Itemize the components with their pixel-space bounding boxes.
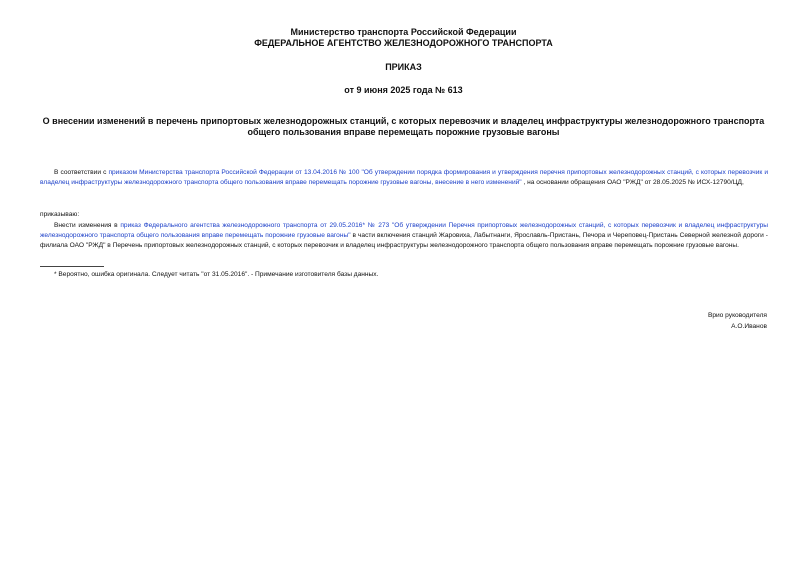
paragraph-amendment-prefix: Внести изменения в bbox=[54, 222, 121, 229]
ministry-order-100-link[interactable]: приказом Министерства транспорта Российской Федерации от 13.04.2016 № 100 "Об утверждении порядка формирования и утверждения перечня припортовых железнодорожных станций, с которых перевозчик и владелец инфраструктуры железнодорожного транспорта общего пользования вправе перемещать порожние грузовые вагоны, внесение в него изменений" bbox=[40, 169, 768, 186]
ministry-title: Министерство транспорта Российской Федерации bbox=[290, 27, 517, 37]
footnote-divider bbox=[40, 266, 104, 267]
order-word: приказываю: bbox=[40, 211, 80, 218]
doc-type-title: ПРИКАЗ bbox=[385, 62, 422, 72]
doc-date-number: от 9 июня 2025 года № 613 bbox=[344, 85, 463, 95]
agency-order-273-link[interactable]: приказ Федерального агентства железнодорожного транспорта от 29.05.2016* № 273 "Об утверждении Перечня припортовых железнодорожных станций, с которых перевозчик и владелец инфраструктуры железнодорожного транспорта общего пользования вправе перемещать порожние грузовые вагоны" bbox=[40, 222, 768, 239]
footnote-text: * Вероятно, ошибка оригинала. Следует читать "от 31.05.2016". - Примечание изготовителя базы данных. bbox=[54, 271, 379, 278]
paragraph-basis bbox=[40, 168, 768, 188]
signature-title: Врио руководителя bbox=[707, 312, 767, 319]
signature-name: А.О.Иванов bbox=[731, 323, 767, 330]
paragraph-basis-suffix: , на основании обращения ОАО "РЖД" от 28.05.2025 № ИСХ-12790/ЦД, bbox=[521, 179, 744, 186]
paragraph-basis-prefix: В соответствии с bbox=[54, 169, 109, 176]
doc-subject: О внесении изменений в перечень припортовых железнодорожных станций, с которых перевозчик и владелец инфраструктуры железнодорожного транспорта общего пользования вправе перемещать порожние грузовые вагоны bbox=[42, 116, 765, 137]
agency-title: ФЕДЕРАЛЬНОЕ АГЕНТСТВО ЖЕЛЕЗНОДОРОЖНОГО ТРАНСПОРТА bbox=[254, 38, 553, 48]
paragraph-amendment-suffix: в части включения станций Жаровиха, Лабытнанги, Ярославль-Пристань, Печора и Череповец-Пристань Северной железной дороги - филиала ОАО "РЖД" в Перечень припортовых железнодорожных станций, с которых перевозчик и владелец инфраструктуры железнодорожного транспорта общего пользования вправе перемещать порожние грузовые вагоны. bbox=[40, 232, 768, 249]
paragraph-amendment bbox=[40, 221, 768, 251]
